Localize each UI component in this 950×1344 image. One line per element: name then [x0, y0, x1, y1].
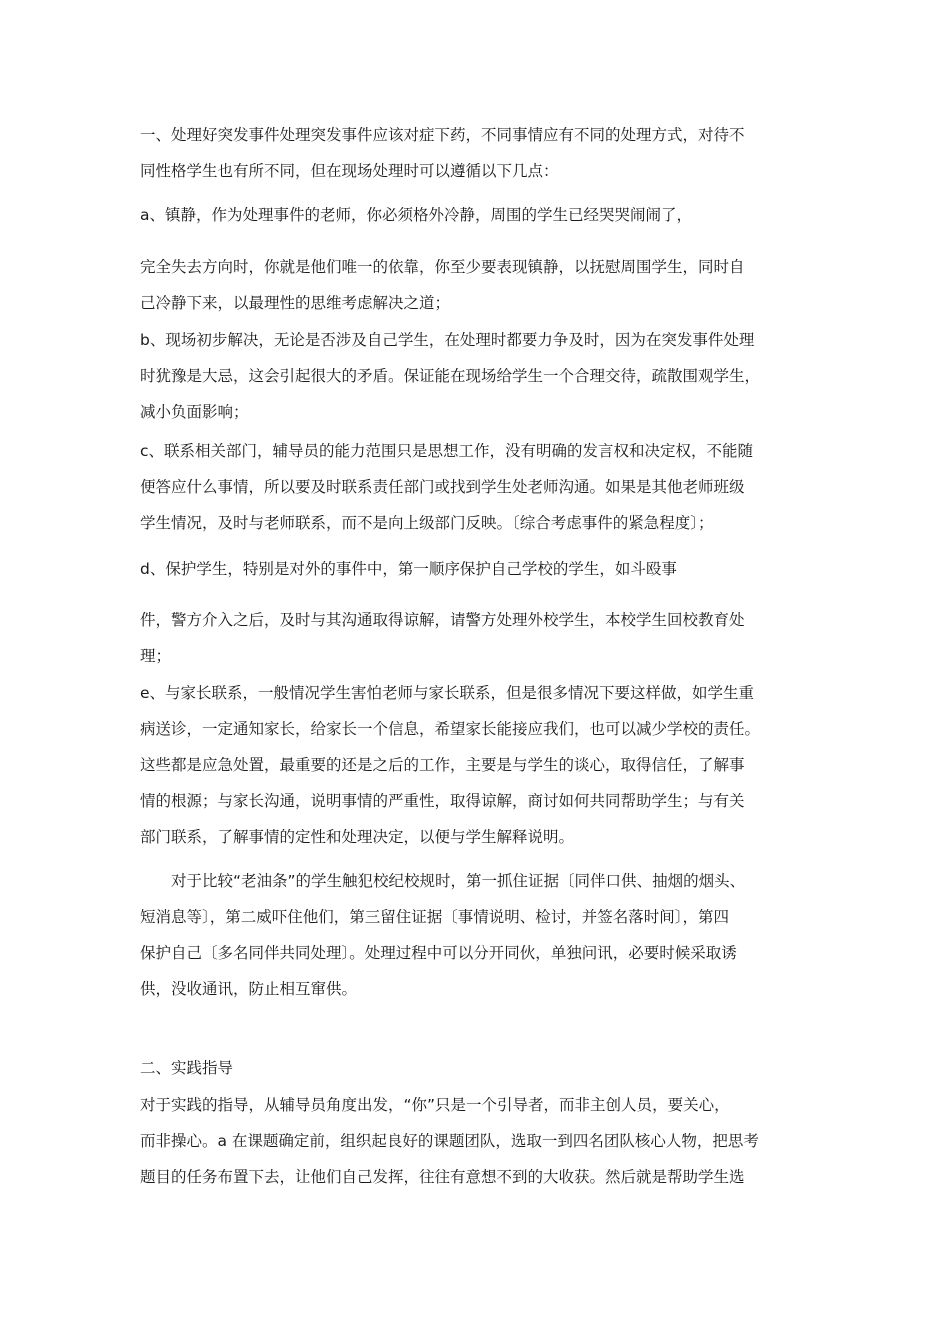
text-line: 病送诊，一定通知家长，给家长一个信息，希望家长能接应我们，也可以减少学校的责任。: [140, 720, 761, 738]
text-line: a、镇静，作为处理事件的老师，你必须格外冷静，周围的学生已经哭哭闹闹了，: [140, 206, 693, 224]
old-hand-students-paragraph: [140, 863, 820, 1007]
item-a-paragraph: [140, 197, 820, 233]
text-line: 短消息等〕，第二威吓住他们，第三留住证据〔事情说明、检讨，并签名落时间〕，第四: [140, 908, 730, 926]
text-line: 对于实践的指导，从辅导员角度出发，“你”只是一个引导者，而非主创人员，要关心，: [140, 1096, 730, 1114]
text-line: 件，警方介入之后，及时与其沟通取得谅解，请警方处理外校学生，本校学生回校教育处: [140, 611, 745, 629]
section2-heading: [140, 1050, 820, 1086]
item-b-paragraph: [140, 322, 820, 430]
item-c-paragraph: [140, 433, 820, 541]
text-line: 减小负面影响；: [140, 403, 249, 421]
text-line: 己冷静下来，以最理性的思维考虑解决之道；: [140, 294, 451, 312]
item-d-paragraph: [140, 551, 820, 587]
text-line: 供，没收通讯，防止相互窜供。: [140, 980, 358, 998]
text-line: 题目的任务布置下去，让他们自己发挥，往往有意想不到的大收获。然后就是帮助学生选: [140, 1168, 745, 1186]
text-line: 学生情况，及时与老师联系，而不是向上级部门反映。〔综合考虑事件的紧急程度〕；: [140, 514, 714, 532]
item-d-continued-paragraph: [140, 602, 820, 674]
text-line: b、现场初步解决，无论是否涉及自己学生，在处理时都要力争及时，因为在突发事件处理: [140, 331, 755, 349]
text-line: 情的根源；与家长沟通，说明事情的严重性，取得谅解，商讨如何共同帮助学生；与有关: [140, 792, 745, 810]
text-line: c、联系相关部门，辅导员的能力范围只是思想工作，没有明确的发言权和决定权，不能随: [140, 442, 754, 460]
section2-body-paragraph: [140, 1087, 820, 1195]
section1-intro-paragraph: [140, 117, 820, 189]
section-heading-text: 二、实践指导: [140, 1059, 234, 1077]
text-line: 理；: [140, 647, 172, 665]
text-line: e、与家长联系，一般情况学生害怕老师与家长联系，但是很多情况下要这样做，如学生重: [140, 684, 755, 702]
text-line: 这些都是应急处置，最重要的还是之后的工作，主要是与学生的谈心，取得信任，了解事: [140, 756, 745, 774]
text-line: 一、处理好突发事件处理突发事件应该对症下药，不同事情应有不同的处理方式，对待不: [140, 126, 745, 144]
text-line: 而非操心。a 在课题确定前，组织起良好的课题团队，选取一到四名团队核心人物，把思考: [140, 1132, 759, 1150]
text-line: 保护自己〔多名同伴共同处理〕。处理过程中可以分开同伙，单独问讯，必要时候采取诱: [140, 944, 737, 962]
text-line: 时犹豫是大忌，这会引起很大的矛盾。保证能在现场给学生一个合理交待，疏散围观学生，: [140, 367, 761, 385]
text-line: 同性格学生也有所不同，但在现场处理时可以遵循以下几点：: [140, 162, 559, 180]
text-line: 对于比较“老油条”的学生触犯校纪校规时，第一抓住证据〔同伴口供、抽烟的烟头、: [140, 872, 746, 890]
item-a-continued-paragraph: [140, 249, 820, 321]
item-e-paragraph: [140, 675, 820, 855]
text-line: 完全失去方向时，你就是他们唯一的依靠，你至少要表现镇静，以抚慰周围学生，同时自: [140, 258, 745, 276]
text-line: 部门联系，了解事情的定性和处理决定，以便与学生解释说明。: [140, 828, 575, 846]
text-line: d、保护学生，特别是对外的事件中，第一顺序保护自己学校的学生，如斗殴事: [140, 560, 677, 578]
text-line: 便答应什么事情，所以要及时联系责任部门或找到学生处老师沟通。如果是其他老师班级: [140, 478, 745, 496]
